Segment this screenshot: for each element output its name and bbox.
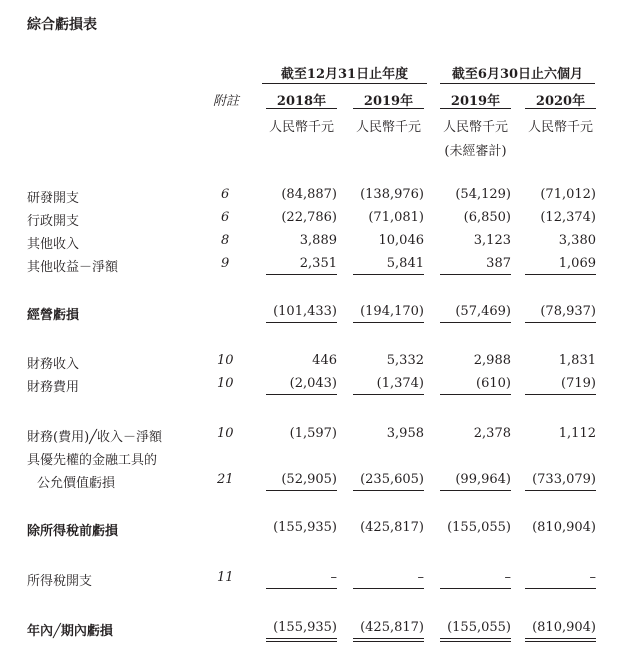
unit-header-1: 人民幣千元 [268,120,334,135]
row-value: (235,605) [360,472,424,487]
row-value: – [417,570,424,585]
statement-title: 綜合虧損表 [27,17,97,33]
subtotal-rule [440,322,511,323]
row-value: (71,012) [540,187,596,202]
total-double-rule [525,641,596,642]
unit-header-2: 人民幣千元 [355,120,421,135]
year-header-2020-interim: 2020年 [535,94,586,109]
row-note: 21 [217,472,234,487]
row-value: (1,597) [289,426,337,441]
row-note: 11 [217,570,234,585]
row-note: 10 [217,376,234,391]
row-label: 年內╱期內虧損 [27,624,113,639]
row-value: 5,841 [386,256,424,271]
total-double-rule [266,641,337,642]
subtotal-rule [353,490,424,491]
year-rule-2 [353,108,424,109]
row-value: 5,332 [386,353,424,368]
row-value: 387 [486,256,511,271]
row-value: (733,079) [532,472,596,487]
subtotal-rule [440,588,511,589]
row-value: 2,351 [299,256,337,271]
row-note: 10 [217,426,234,441]
row-label: 其他收益－淨額 [27,260,119,275]
header-six-months-period: 截至6月30日止六個月 [451,67,584,82]
header-six-months-rule [440,83,595,84]
row-value: 3,380 [558,233,596,248]
row-value: (810,904) [532,620,596,635]
subtotal-rule [525,490,596,491]
row-note: 10 [217,353,234,368]
subtotal-rule [353,322,424,323]
unit-header-4: 人民幣千元 [527,120,593,135]
row-value: (155,935) [273,620,337,635]
row-label: 行政開支 [27,214,80,229]
row-label: 具優先權的金融工具的 [27,453,158,468]
total-double-rule [440,641,511,642]
row-note: 9 [221,256,230,271]
row-value: 3,958 [386,426,424,441]
row-label: 研發開支 [27,191,80,206]
row-value: 1,069 [558,256,596,271]
row-value: (99,964) [455,472,511,487]
year-header-2019: 2019年 [363,94,414,109]
subtotal-rule [440,274,511,275]
row-note: 8 [221,233,230,248]
row-value: 3,889 [299,233,337,248]
row-label: 財務費用 [27,380,80,395]
subtotal-rule [266,588,337,589]
row-value: (425,817) [360,520,424,535]
total-double-rule [266,638,337,639]
row-value: (155,055) [447,620,511,635]
row-value: (71,081) [368,210,424,225]
row-value: (6,850) [463,210,511,225]
row-value: – [589,570,596,585]
total-double-rule [440,638,511,639]
total-double-rule [353,641,424,642]
header-annual-rule [262,83,427,84]
total-double-rule [353,638,424,639]
row-value: (101,433) [273,304,337,319]
row-label: 公允價值虧損 [37,476,116,491]
row-value: (425,817) [360,620,424,635]
row-value: (1,374) [376,376,424,391]
row-value: (194,170) [360,304,424,319]
row-value: (84,887) [281,187,337,202]
row-value: 3,123 [473,233,511,248]
subtotal-rule [353,588,424,589]
row-label: 所得稅開支 [27,574,93,589]
row-note: 6 [221,187,230,202]
subtotal-rule [353,394,424,395]
row-label: 除所得稅前虧損 [27,524,119,539]
header-annual-period: 截至12月31日止年度 [280,67,409,82]
row-label: 經營虧損 [27,308,80,323]
subtotal-rule [266,322,337,323]
total-double-rule [525,638,596,639]
row-value: (155,935) [273,520,337,535]
row-value: 2,988 [473,353,511,368]
subtotal-rule [353,274,424,275]
subtotal-rule [440,394,511,395]
row-value: (57,469) [455,304,511,319]
year-rule-4 [525,108,596,109]
row-value: 10,046 [378,233,424,248]
subtotal-rule [440,490,511,491]
year-header-2018: 2018年 [276,94,327,109]
row-value: 446 [312,353,337,368]
row-value: (78,937) [540,304,596,319]
row-value: (22,786) [281,210,337,225]
row-label: 財務(費用)╱收入－淨額 [27,430,162,445]
unaudited-note: (未經審計) [444,144,507,159]
year-header-2019-interim: 2019年 [450,94,501,109]
row-value: – [330,570,337,585]
row-value: (12,374) [540,210,596,225]
row-value: (155,055) [447,520,511,535]
subtotal-rule [525,588,596,589]
note-column-header: 附註 [213,94,240,109]
row-value: 1,831 [558,353,596,368]
row-value: (2,043) [289,376,337,391]
row-value: (719) [561,376,596,391]
row-value: (610) [476,376,511,391]
subtotal-rule [525,394,596,395]
subtotal-rule [266,394,337,395]
row-value: (54,129) [455,187,511,202]
row-value: (810,904) [532,520,596,535]
row-label: 其他收入 [27,237,80,252]
year-rule-1 [266,108,337,109]
row-note: 6 [221,210,230,225]
row-value: (138,976) [360,187,424,202]
subtotal-rule [266,490,337,491]
subtotal-rule [266,274,337,275]
subtotal-rule [525,274,596,275]
row-value: 2,378 [473,426,511,441]
row-value: (52,905) [281,472,337,487]
row-value: – [504,570,511,585]
unit-header-3: 人民幣千元 [442,120,508,135]
row-label: 財務收入 [27,357,80,372]
row-value: 1,112 [558,426,596,441]
year-rule-3 [440,108,511,109]
subtotal-rule [525,322,596,323]
